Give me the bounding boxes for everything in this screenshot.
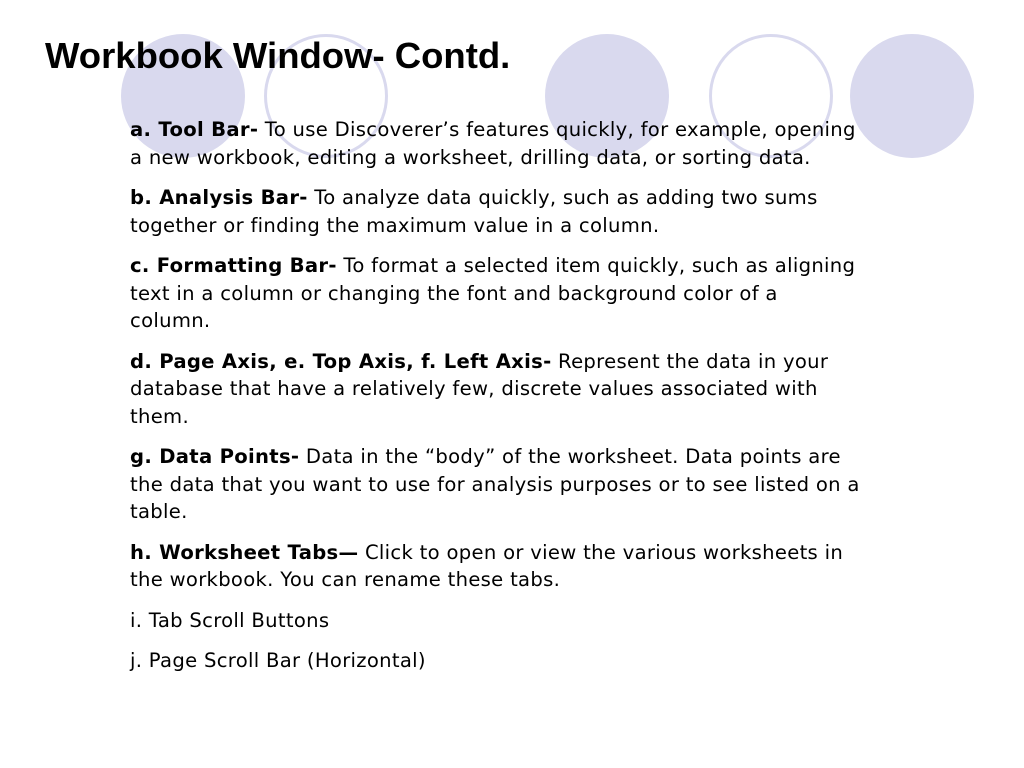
item-tool-bar	[130, 116, 860, 171]
item-description: Represent the data in your database that have a relatively few, discrete values associated with them.	[130, 349, 829, 428]
decorative-circle-3	[850, 34, 974, 158]
item-term: h. Worksheet Tabs—	[130, 540, 359, 564]
item-analysis-bar	[130, 184, 860, 239]
item-description: Data in the “body” of the worksheet. Data points are the data that you want to use for analysis purposes or to see listed on a table.	[130, 445, 860, 523]
item-term: g. Data Points-	[130, 445, 300, 468]
item-term: b. Analysis Bar-	[130, 186, 308, 209]
item-description: To analyze data quickly, such as adding two sums together or finding the maximum value in a column.	[130, 186, 818, 237]
item-description: To format a selected item quickly, such as aligning text in a column or changing the font and background color of a column.	[130, 254, 856, 332]
item-term: a. Tool Bar-	[130, 118, 259, 141]
item-page-scroll-bar: j. Page Scroll Bar (Horizontal)	[130, 649, 426, 672]
item-description: To use Discoverer’s features quickly, for example, opening a new workbook, editing a worksheet, drilling data, or sorting data.	[130, 118, 856, 169]
slide-title: Workbook Window- Contd.	[45, 35, 511, 76]
item-worksheet-tabs	[130, 539, 860, 594]
item-tab-scroll-buttons: i. Tab Scroll Buttons	[130, 608, 330, 632]
item-formatting-bar	[130, 252, 860, 335]
item-description: Click to open or view the various worksheets in the workbook. You can rename these tabs.	[130, 540, 844, 591]
item-term: d. Page Axis, e. Top Axis, f. Left Axis-	[130, 349, 552, 373]
item-axes	[130, 348, 860, 431]
item-term: c. Formatting Bar-	[130, 254, 337, 277]
item-data-points	[130, 443, 860, 526]
slide-content	[130, 116, 860, 688]
